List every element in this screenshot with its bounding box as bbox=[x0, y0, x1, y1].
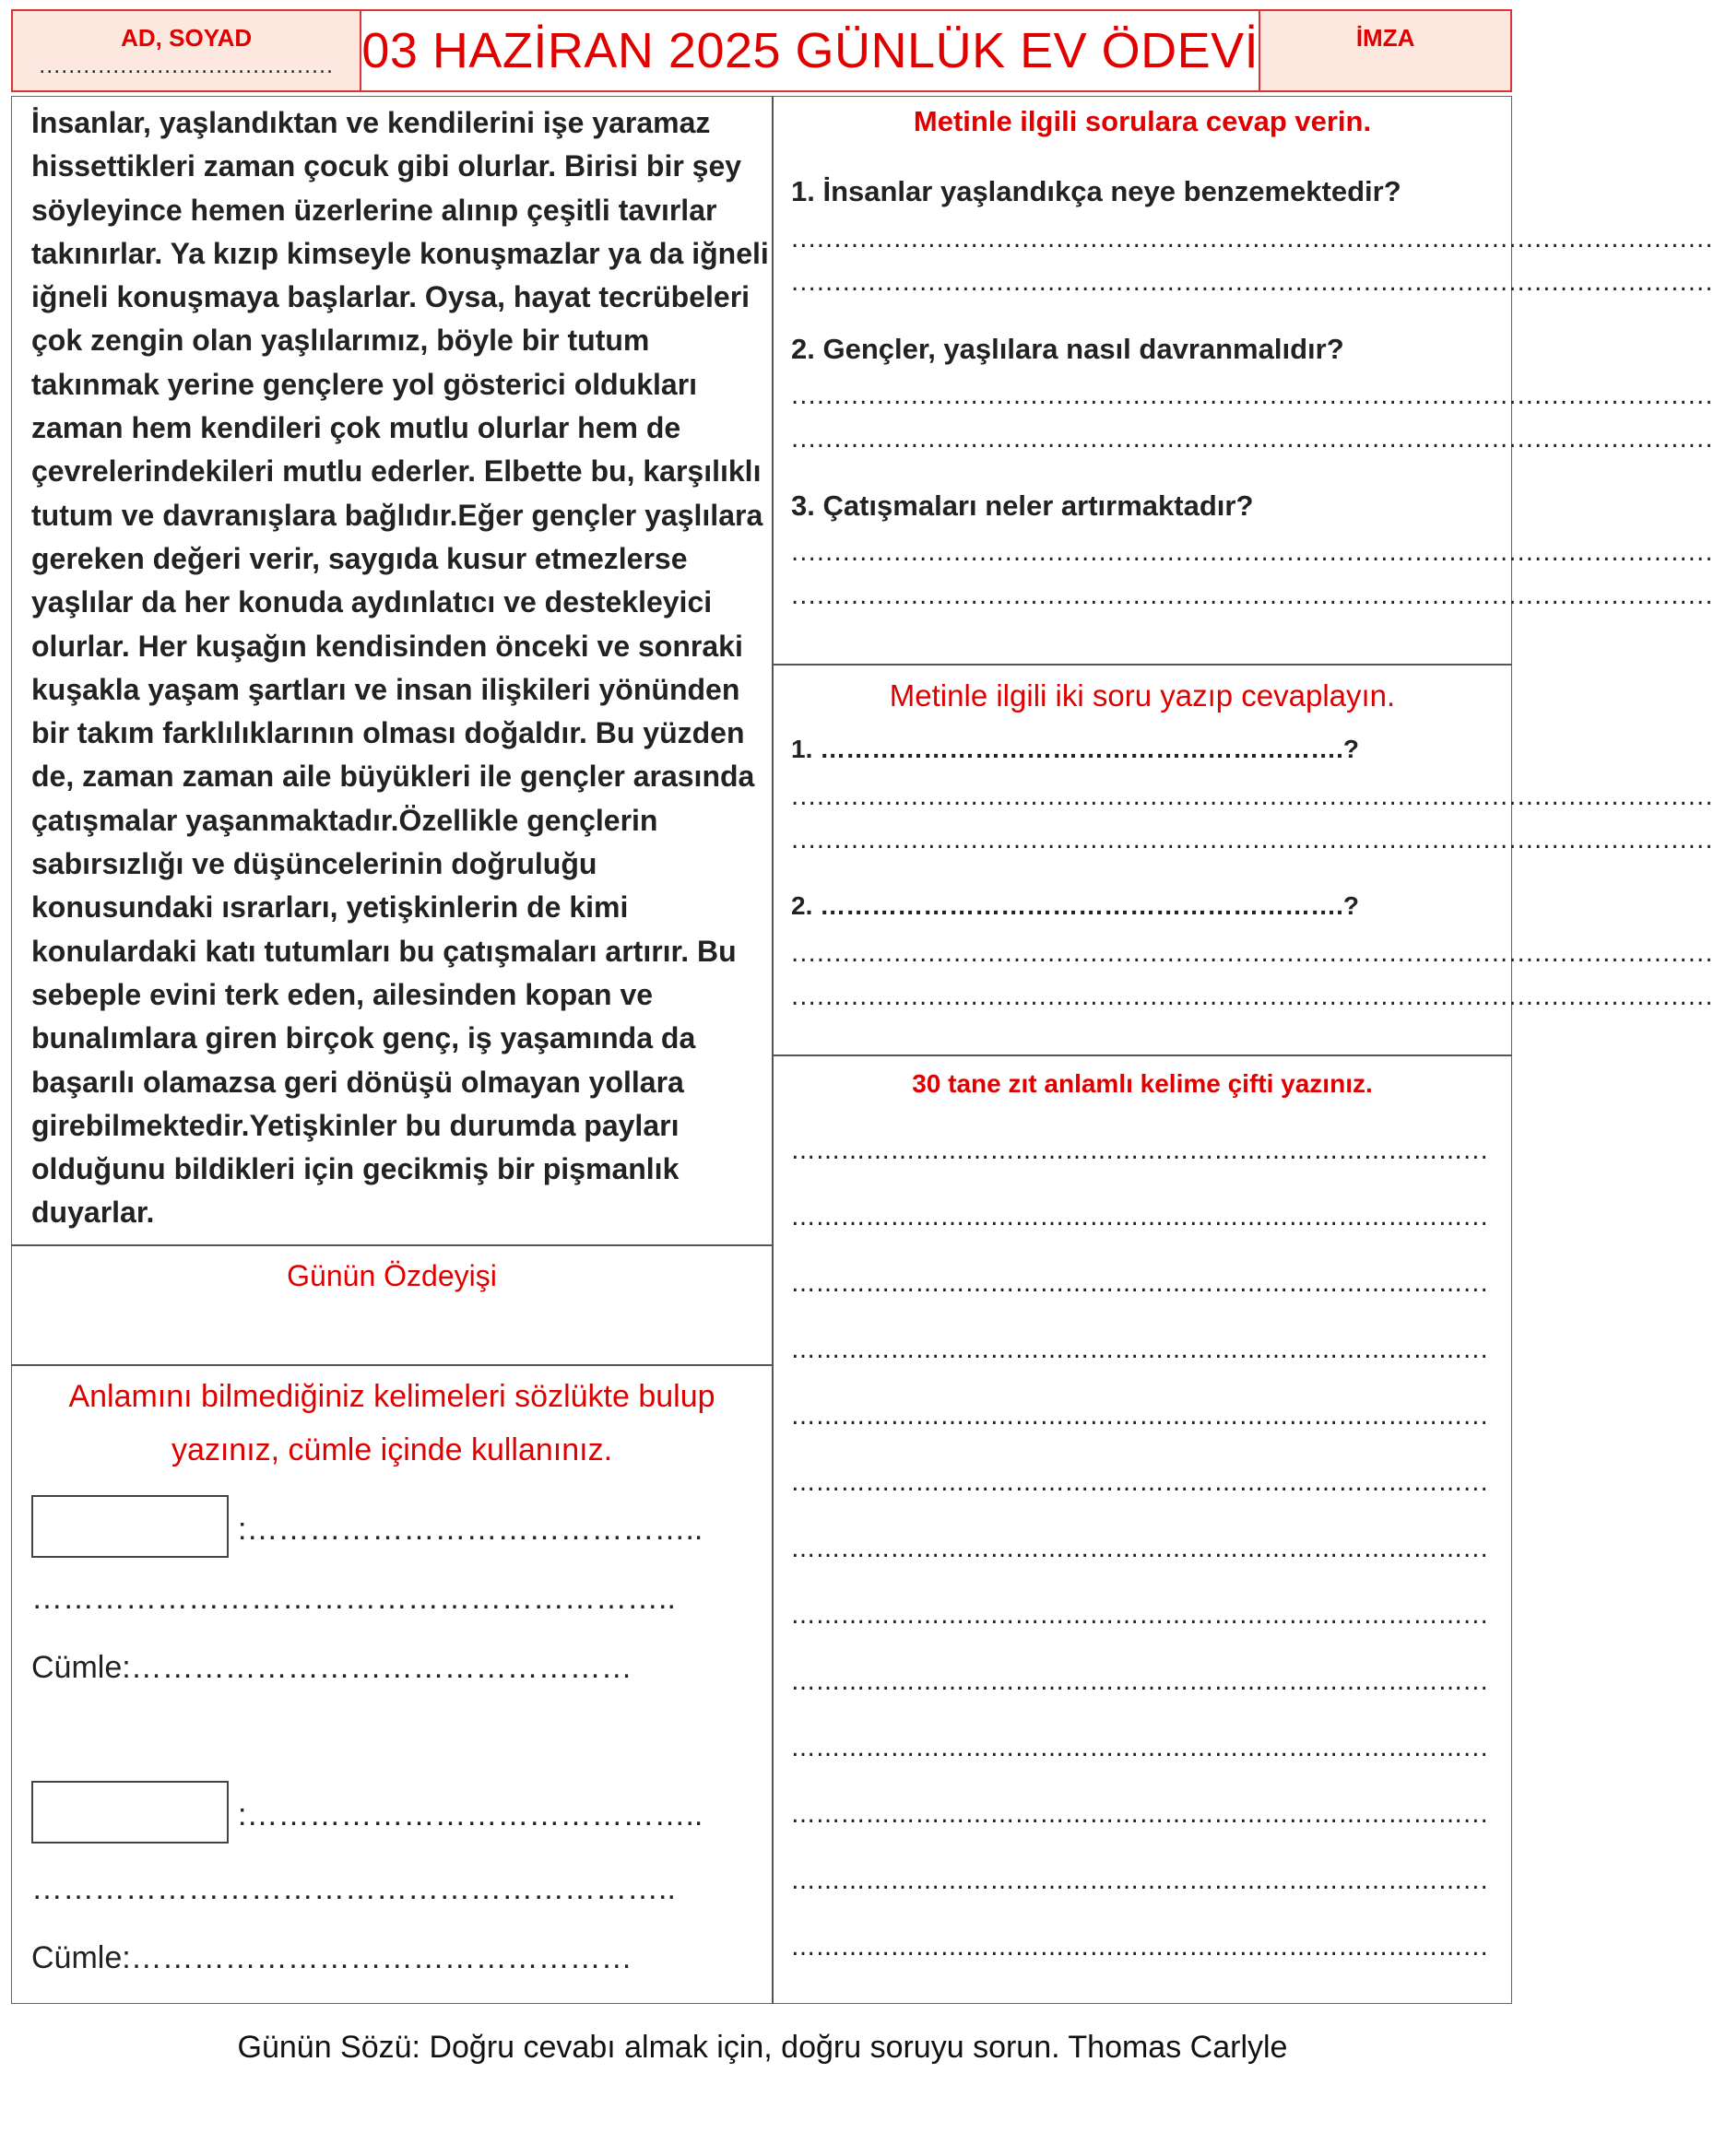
antonym-line-9[interactable]: ………………………………………………………………………... bbox=[791, 1668, 1489, 1696]
antonym-line-1[interactable]: ………………………………………………………………………... bbox=[791, 1137, 1489, 1165]
meaning-full-line-2[interactable]: …………………………………………………….. bbox=[31, 1871, 676, 1906]
signature-cell[interactable] bbox=[1260, 11, 1510, 90]
meaning-full-line-1[interactable]: …………………………………………………….. bbox=[31, 1581, 676, 1616]
antonym-line-4[interactable]: ………………………………………………………………………... bbox=[791, 1337, 1489, 1364]
answer-line-1b[interactable]: ............................................................................................................ bbox=[791, 269, 1714, 297]
word-box-2[interactable] bbox=[31, 1781, 229, 1844]
reading-passage: İnsanlar, yaşlandıktan ve kendilerini işe yaramaz hissettikleri zaman çocuk gibi olurlar. Birisi bir şey söyleyince hemen üzerlerine alınıp çeşitli tavırlar takınırlar. Ya kızıp kimseyle konuşmazlar ya da iğneli iğneli konuşmaya başlarlar. Oysa, hayat tecrübeleri çok zengin olan yaşlılarımız, böyle bir tutum takınmak yerine gençlere yol gösterici oldukları zaman hem kendileri çok mutlu olurlar hem de çevrelerindekileri mutlu ederler. Elbette bu, karşılıklı tutum ve davranışlara bağlıdır.Eğer gençler yaşlılara gereken değeri verir, saygıda kusur etmezlerse yaşlılar da her konuda aydınlatıcı ve destekleyici olurlar. Her kuşağın kendisinden önceki ve sonraki kuşakla yaşam şartları ve insan ilişkileri yönünden bir takım farklılıklarının olması doğaldır. Bu yüzden de, zaman zaman aile büyükleri ile gençler arasında çatışmalar yaşanmaktadır.Özellikle gençlerin sabırsızlığı ve düşüncelerinin doğruluğu konusundaki ısrarları, yetişkinlerin de kimi konulardaki katı tutumları bu çatışmaları artırır. Bu sebeple evini terk eden, ailesinden kopan ve bunalımlara giren birçok genç, iş yaşamında da başarılı olamazsa geri dönüşü olmayan yollara girebilmektedir.Yetişkinler bu durumda payları olduğunu bildikleri için gecikmiş bir pişmanlık duyarlar. bbox=[31, 106, 769, 1230]
name-label: AD, SOYAD bbox=[121, 24, 253, 52]
header-bar bbox=[11, 9, 1512, 92]
write-questions-title: Metinle ilgili iki soru yazıp cevaplayın. bbox=[889, 678, 1396, 713]
antonym-line-7[interactable]: ………………………………………………………………………... bbox=[791, 1536, 1489, 1563]
question-2: 2. Gençler, yaşlılara nasıl davranmalıdır? bbox=[791, 333, 1344, 365]
signature-label: İMZA bbox=[1355, 24, 1415, 52]
write-answer-2b[interactable]: ............................................................................................................ bbox=[791, 984, 1714, 1011]
sentence-line-2[interactable]: Cümle:………………………………………… bbox=[31, 1940, 632, 1975]
antonym-line-10[interactable]: ………………………………………………………………………... bbox=[791, 1735, 1489, 1762]
sentence-line-1[interactable]: Cümle:………………………………………… bbox=[31, 1650, 632, 1685]
name-field-dots[interactable]: ........................................ bbox=[39, 55, 335, 78]
meaning-line-1[interactable]: :…………………………………….. bbox=[238, 1512, 703, 1547]
questions-title: Metinle ilgili sorulara cevap verin. bbox=[913, 105, 1372, 137]
answer-line-1a[interactable]: ............................................................................................................ bbox=[791, 226, 1714, 253]
write-question-2[interactable]: 2. …………………………………………………….? bbox=[791, 891, 1360, 920]
word-box-1[interactable] bbox=[31, 1495, 229, 1558]
name-cell[interactable] bbox=[13, 11, 361, 90]
antonyms-title: 30 tane zıt anlamlı kelime çifti yazınız. bbox=[912, 1069, 1373, 1098]
quote-of-the-day: Günün Sözü: Doğru cevabı almak için, doğru soruyu sorun. Thomas Carlyle bbox=[237, 2030, 1288, 2065]
answer-line-2b[interactable]: ............................................................................................................ bbox=[791, 426, 1714, 454]
antonym-line-11[interactable]: ………………………………………………………………………... bbox=[791, 1801, 1489, 1829]
answer-line-2a[interactable]: ............................................................................................................ bbox=[791, 383, 1714, 410]
vocab-title-line2: yazınız, cümle içinde kullanınız. bbox=[171, 1432, 613, 1467]
answer-line-3a[interactable]: ............................................................................................................ bbox=[791, 539, 1714, 567]
vocab-title-line1: Anlamını bilmediğiniz kelimeleri sözlükte bulup bbox=[68, 1379, 715, 1414]
write-answer-2a[interactable]: ............................................................................................................ bbox=[791, 940, 1714, 968]
page-title: 03 HAZİRAN 2025 GÜNLÜK EV ÖDEVİ bbox=[361, 11, 1260, 90]
question-3: 3. Çatışmaları neler artırmaktadır? bbox=[791, 489, 1254, 522]
antonym-line-12[interactable]: ………………………………………………………………………... bbox=[791, 1867, 1489, 1895]
antonym-line-13[interactable]: ………………………………………………………………………... bbox=[791, 1934, 1489, 1962]
answer-line-3b[interactable]: ............................................................................................................ bbox=[791, 583, 1714, 610]
antonym-line-2[interactable]: ………………………………………………………………………... bbox=[791, 1204, 1489, 1231]
write-questions-divider bbox=[773, 1054, 1512, 1056]
motto-title: Günün Özdeyişi bbox=[287, 1259, 497, 1292]
motto-divider bbox=[11, 1364, 773, 1366]
antonym-line-3[interactable]: ………………………………………………………………………... bbox=[791, 1270, 1489, 1298]
write-question-1[interactable]: 1. …………………………………………………….? bbox=[791, 735, 1360, 763]
meaning-line-2[interactable]: :…………………………………….. bbox=[238, 1797, 703, 1832]
column-divider bbox=[772, 96, 774, 2004]
write-answer-1b[interactable]: ............................................................................................................ bbox=[791, 827, 1714, 854]
antonym-line-8[interactable]: ………………………………………………………………………... bbox=[791, 1602, 1489, 1630]
antonym-line-5[interactable]: ………………………………………………………………………... bbox=[791, 1403, 1489, 1431]
questions-divider bbox=[773, 664, 1512, 666]
write-answer-1a[interactable]: ............................................................................................................ bbox=[791, 783, 1714, 811]
passage-divider bbox=[11, 1244, 773, 1246]
antonym-line-6[interactable]: ………………………………………………………………………... bbox=[791, 1469, 1489, 1497]
question-1: 1. İnsanlar yaşlandıkça neye benzemektedir? bbox=[791, 175, 1401, 207]
